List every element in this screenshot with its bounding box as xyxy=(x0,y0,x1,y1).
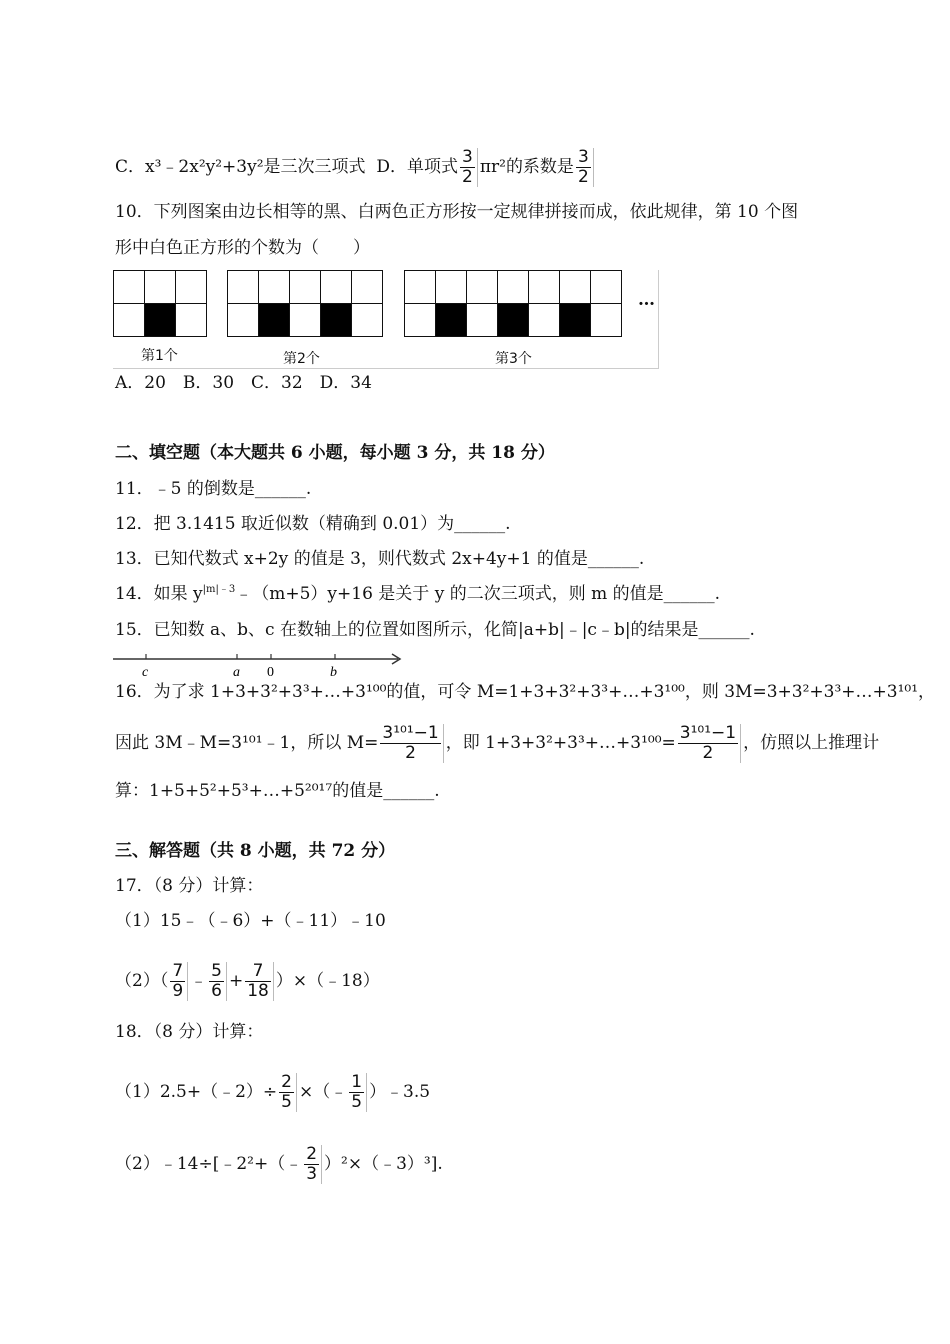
q9-fraction: $\frac{3}{2}$ xyxy=(460,148,478,187)
q18-2: （2）﹣14÷[﹣2²+（﹣ $\frac{2}{3}$ ）²×（﹣3）³]. xyxy=(115,1144,443,1184)
caption-fig3: 第3个 xyxy=(495,351,532,367)
q17-2: （2）（ $\frac{7}{9}$ ﹣ $\frac{5}{6}$ + $\frac{7}{18}$ ）×（﹣18） xyxy=(115,961,380,1001)
q9-option-c: C．x³﹣2x²y²+3y²是三次三项式 xyxy=(115,157,366,177)
q10-line1: 10．下列图案由边长相等的黑、白两色正方形按一定规律拼接而成，依此规律，第 10 个图 xyxy=(115,202,799,222)
q14: 14．如果 $y^{|m|﹣3}﹣(m+5)y+16$ 是关于 y 的二次三项式，则 m 的值是______. xyxy=(115,584,721,604)
q16-fraction-1: $\frac{\text{3¹⁰¹−1}}{2}$ xyxy=(380,724,443,763)
q9-pi-r2: πr² xyxy=(479,157,506,177)
caption-fig2: 第2个 xyxy=(283,351,320,367)
axis-label-b: b xyxy=(330,665,337,678)
axis-label-0: 0 xyxy=(267,665,274,678)
axis-label-a: a xyxy=(233,665,240,678)
q10-figure xyxy=(113,270,659,369)
q12: 12．把 3.1415 取近似数（精确到 0.01）为______. xyxy=(115,514,511,534)
section2-title: 二、填空题（本大题共 6 小题，每小题 3 分，共 18 分） xyxy=(115,443,555,463)
caption-fig1: 第1个 xyxy=(141,348,178,364)
pattern-2 xyxy=(227,270,383,337)
q16-fraction-2: $\frac{\text{3¹⁰¹−1}}{2}$ xyxy=(678,724,741,763)
q9-option-d-prefix: D．单项式 xyxy=(376,157,458,177)
q10-line2: 形中白色正方形的个数为（ ） xyxy=(115,238,370,258)
pattern-ellipsis: … xyxy=(638,290,655,310)
q17: 17．（8 分）计算： xyxy=(115,876,264,896)
q16-line3: 算：1+5+5²+5³+…+5²⁰¹⁷的值是______. xyxy=(115,781,440,801)
q16-line2: 因此 3M﹣M=3¹⁰¹﹣1，所以 M= $\frac{\text{3¹⁰¹−1}}{2}$ ，即 1+3+3²+3³+…+3¹⁰⁰= $\frac{\text{3¹⁰¹−1}}{2}$ ，仿照以上推理计 xyxy=(115,723,880,763)
q13: 13．已知代数式 x+2y 的值是 3，则代数式 2x+4y+1 的值是______. xyxy=(115,549,645,569)
pattern-1 xyxy=(113,270,207,337)
q15: 15．已知数 a、b、c 在数轴上的位置如图所示，化简|a+b|﹣|c﹣b|的结果是______. xyxy=(115,620,755,640)
q10-options: A．20 B．30 C．32 D．34 xyxy=(115,373,372,393)
q11: 11．﹣5 的倒数是______. xyxy=(115,479,312,499)
q18-1: （1）2.5+（﹣2）÷ $\frac{2}{5}$ ×（﹣ $\frac{1}{5}$ ）﹣3.5 xyxy=(115,1072,431,1112)
q17-1: （1）15﹣（﹣6）+（﹣11）﹣10 xyxy=(115,911,386,931)
q18: 18．（8 分）计算： xyxy=(115,1022,264,1042)
q14-exponent: |m|﹣3 xyxy=(202,584,236,595)
q15-number-line xyxy=(113,648,408,678)
pattern-3 xyxy=(404,270,622,337)
q16-line1: 16．为了求 1+3+3²+3³+…+3¹⁰⁰的值，可令 M=1+3+3²+3³+…+3¹⁰⁰，则 3M=3+3²+3³+…+3¹⁰¹， xyxy=(115,682,936,702)
q9-coef-fraction: $\frac{3}{2}$ xyxy=(576,148,594,187)
section3-title: 三、解答题（共 8 小题，共 72 分） xyxy=(115,841,396,861)
q9-options: C．x³﹣2x²y²+3y²是三次三项式 D．单项式 $\frac{3}{2}$ πr²的系数是 $\frac{3}{2}$ xyxy=(115,148,596,187)
axis-label-c: c xyxy=(142,665,149,678)
